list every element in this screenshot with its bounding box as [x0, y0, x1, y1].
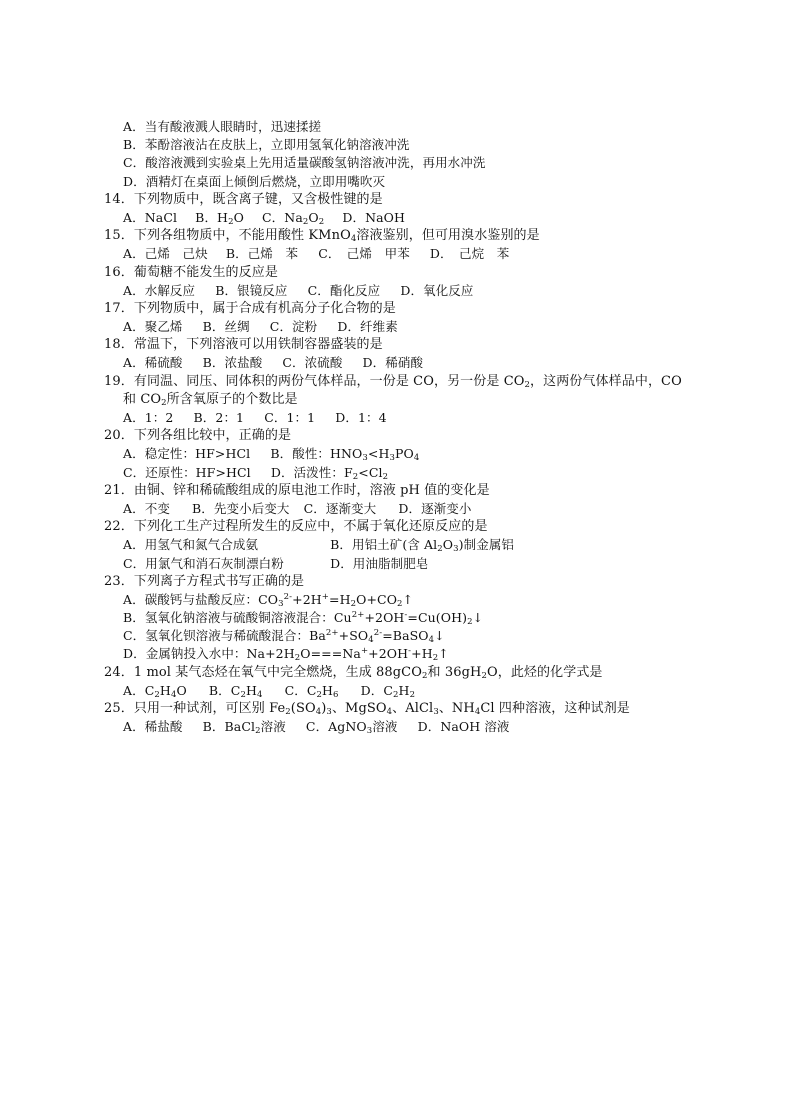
q17-option-d: D．纤维素 — [337, 319, 398, 335]
q21-option-d: D．逐渐变小 — [398, 500, 472, 516]
q19-option-b: B．2：1 — [193, 410, 245, 425]
q23-option-b: B．氢氧化钠溶液与硫酸铜溶液混合：$Cu^{2+}+2OH^-=Cu(OH)_2↓$ — [123, 610, 484, 628]
q15-options — [104, 245, 744, 263]
q21-option-c: C．逐渐变大 — [303, 500, 377, 516]
q14-option-a: A．NaCl — [123, 209, 178, 225]
q20-options-row2 — [104, 464, 744, 482]
q21-options — [104, 500, 744, 518]
q23-option-d: D．金属钠投入水中：$Na+2H_2O===Na^++2OH^-+H_2↑$ — [123, 646, 449, 664]
q18-options — [104, 354, 744, 372]
q19-option-c: C．1：1 — [264, 410, 316, 425]
q18-option-b: B．浓盐酸 — [202, 355, 263, 371]
q19-option-d: D．1：4 — [335, 410, 387, 425]
q16-option-b: B．银镜反应 — [215, 282, 288, 298]
q19-options — [104, 409, 744, 427]
q17-options — [104, 318, 744, 336]
q14-option-b: B．$H_2O$ — [195, 209, 244, 227]
q16-option-a: A．水解反应 — [123, 282, 196, 298]
q14-option-d: D．NaOH — [342, 209, 406, 225]
q23-stem: 23．下列离子方程式书写正确的是 — [104, 573, 305, 589]
q15-option-a: A．己烯 己炔 — [123, 246, 208, 262]
q13-option-a: A．当有酸液溅人眼睛时，迅速揉搓 — [123, 119, 322, 134]
q15-option-c: C． 己烯 甲苯 — [318, 246, 410, 262]
q20-options-row1 — [104, 445, 744, 463]
q14-option-c: C．$Na_2O_2$ — [262, 209, 325, 227]
question-list — [104, 118, 744, 736]
q16-option-c: C．酯化反应 — [307, 282, 381, 298]
q13-option-d: D．酒精灯在桌面上倾倒后燃烧，立即用嘴吹灭 — [123, 173, 386, 189]
q15-option-b: B．己烯 苯 — [225, 246, 299, 262]
q23-option-c: C．氢氧化钡溶液与稀硫酸混合：$Ba^{2+}+SO_4^{2-}=BaSO_4↓$ — [123, 628, 445, 646]
q20-option-b: B．酸性：$HNO_3<H_3PO_4$ — [270, 446, 420, 464]
q13-option-c: C．酸溶液溅到实验桌上先用适量碳酸氢钠溶液冲洗，再用水冲洗 — [123, 155, 486, 171]
q24-options — [104, 682, 744, 700]
q19-option-a: A．1：2 — [123, 410, 174, 425]
q22-option-c: C．用氯气和消石灰制漂白粉 — [123, 555, 284, 571]
q21-stem: 21．由铜、锌和稀硫酸组成的原电池工作时，溶液 pH 值的变化是 — [104, 482, 490, 498]
q24-stem: 24．1 mol 某气态烃在氧气中完全燃烧，生成 88gCO$_2$和 $36gH_2O$，此烃的化学式是 — [104, 664, 603, 681]
q17-option-a: A．聚乙烯 — [123, 319, 183, 335]
q20-stem: 20．下列各组比较中，正确的是 — [104, 428, 292, 444]
q17-stem: 17．下列物质中，属于合成有机高分子化合物的是 — [104, 300, 396, 316]
q24-option-c: C．$C_2H_6$ — [284, 682, 339, 700]
q22-options-row1 — [104, 536, 744, 554]
q17-option-b: B．丝绸 — [202, 319, 250, 335]
q24-option-a: A．$C_2H_4O$ — [123, 682, 187, 700]
q18-option-a: A．稀硫酸 — [123, 355, 183, 371]
q19-stem-line2: 和 $CO_2$所含氧原子的个数比是 — [123, 391, 298, 408]
q15-option-d: D． 己烷 苯 — [429, 246, 510, 262]
q25-option-c: C．AgNO$_3$溶液 — [305, 719, 398, 737]
q18-option-c: C．浓硫酸 — [282, 355, 343, 371]
q16-option-d: D．氧化反应 — [400, 282, 474, 298]
q16-options — [104, 282, 744, 300]
q22-stem: 22．下列化工生产过程所发生的反应中，不属于氧化还原反应的是 — [104, 519, 488, 535]
q22-option-a: A．用氢气和氮气合成氨 — [123, 537, 259, 553]
q25-options — [104, 718, 744, 736]
q17-option-c: C．淀粉 — [269, 319, 318, 335]
q22-option-b: B．用铝土矿(含 $Al_2O_3$)制金属铝 — [330, 537, 515, 555]
q25-stem: 25．只用一种试剂，可区别 $Fe_2(SO_4)_3$、MgSO$_4$、AlCl$_3$、$NH_4Cl$ 四种溶液，这种试剂是 — [104, 701, 630, 717]
q21-option-a: A．不变 — [123, 500, 170, 516]
q15-stem: 15．下列各组物质中，不能用酸性 KMnO$_4$溶液鉴别，但可用溴水鉴别的是 — [104, 228, 540, 245]
q24-option-d: D．$C_2H_2$ — [360, 682, 416, 700]
q25-option-b: B．BaCl$_2$溶液 — [202, 719, 286, 737]
q20-option-a: A．稳定性：HF>HCl — [123, 446, 251, 462]
q20-option-c: C．还原性：HF>HCl — [123, 464, 251, 480]
q20-option-d: D．活泼性：$F_2<Cl_2$ — [270, 464, 389, 482]
q25-option-a: A．稀盐酸 — [123, 719, 183, 735]
q16-stem: 16．葡萄糖不能发生的反应是 — [104, 264, 278, 280]
q19-stem-line1: 19．有同温、同压、同体积的两份气体样品，一份是 CO，另一份是 $CO_2$，这两份气体样品中，CO — [104, 373, 682, 390]
q22-option-d: D．用油脂制肥皂 — [330, 555, 429, 571]
q23-option-a: A．碳酸钙与盐酸反应：$CO_3^{2-}+2H^+=H_2O+CO_2↑$ — [123, 591, 414, 609]
q22-options-row2 — [104, 555, 744, 573]
q14-options — [104, 209, 744, 227]
q18-option-d: D．稀硝酸 — [362, 355, 424, 371]
q14-stem: 14．下列物质中，既含离子键，又含极性键的是 — [104, 191, 383, 207]
q13-option-b: B．苯酚溶液沾在皮肤上，立即用氢氧化钠溶液冲洗 — [123, 137, 410, 153]
q18-stem: 18．常温下，下列溶液可以用铁制容器盛装的是 — [104, 337, 383, 353]
q21-option-b: B．先变小后变大 — [192, 500, 290, 516]
q25-option-d: D．NaOH 溶液 — [417, 719, 510, 735]
q24-option-b: B．$C_2H_4$ — [208, 682, 263, 700]
